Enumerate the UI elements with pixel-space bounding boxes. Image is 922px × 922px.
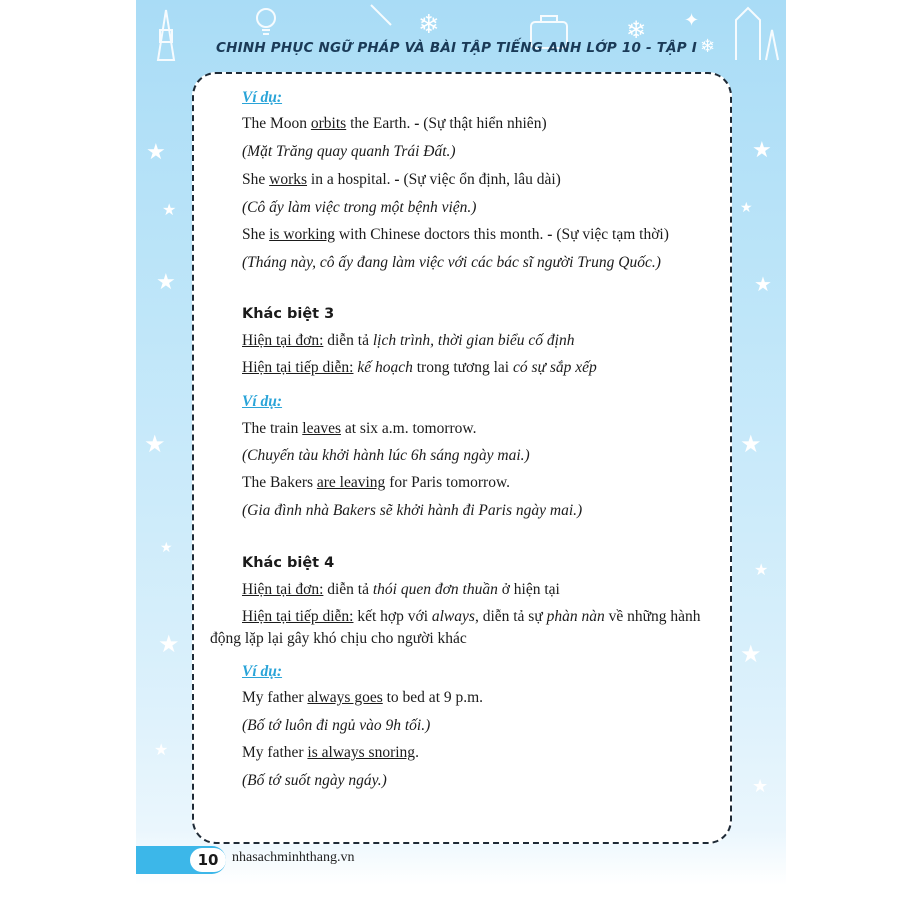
- star-icon: ★: [146, 140, 166, 165]
- star-icon: ★: [144, 430, 166, 458]
- page-number: 10: [190, 848, 226, 872]
- example-translation: (Bố tớ luôn đi ngủ vào 9h tối.): [242, 717, 431, 734]
- example-sentence: She is working with Chinese doctors this month. - (Sự việc tạm thời): [242, 226, 669, 243]
- example-label: Ví dụ:: [242, 663, 283, 680]
- snowflake-icon: ❄: [700, 36, 716, 57]
- section-heading: Khác biệt 3: [242, 306, 335, 322]
- example-sentence: My father is always snoring.: [242, 744, 419, 761]
- rule-line: Hiện tại đơn: diễn tả lịch trình, thời gian biểu cố định: [242, 332, 575, 349]
- example-sentence: My father always goes to bed at 9 p.m.: [242, 689, 484, 706]
- butterfly-icon: ✦: [684, 10, 700, 31]
- star-icon: ★: [740, 200, 753, 216]
- star-icon: ★: [752, 776, 769, 797]
- example-translation: (Bố tớ suốt ngày ngáy.): [242, 772, 387, 789]
- example-sentence: The Moon orbits the Earth. - (Sự thật hiển nhiên): [242, 115, 547, 132]
- star-icon: ★: [754, 272, 772, 296]
- example-translation: (Gia đình nhà Bakers sẽ khởi hành đi Paris ngày mai.): [242, 502, 583, 519]
- example-sentence: The train leaves at six a.m. tomorrow.: [242, 420, 477, 437]
- star-icon: ★: [160, 540, 173, 556]
- example-translation: (Mặt Trăng quay quanh Trái Đất.): [242, 143, 456, 160]
- star-icon: ★: [156, 270, 176, 295]
- example-translation: (Tháng này, cô ấy đang làm việc với các bác sĩ người Trung Quốc.): [242, 254, 661, 271]
- section-heading: Khác biệt 4: [242, 555, 335, 571]
- example-translation: (Cô ấy làm việc trong một bệnh viện.): [242, 199, 477, 216]
- snowflake-icon: ❄: [418, 10, 440, 40]
- star-icon: ★: [740, 640, 762, 668]
- star-icon: ★: [154, 740, 169, 759]
- example-sentence: She works in a hospital. - (Sự việc ổn định, lâu dài): [242, 171, 561, 188]
- star-icon: ★: [754, 560, 769, 579]
- example-label: Ví dụ:: [242, 393, 283, 410]
- star-icon: ★: [740, 430, 762, 458]
- star-icon: ★: [162, 200, 177, 219]
- star-icon: ★: [158, 630, 180, 658]
- rule-line: Hiện tại đơn: diễn tả thói quen đơn thuần ở hiện tại: [242, 581, 560, 598]
- snowflake-icon: ❄: [626, 16, 647, 44]
- example-sentence: The Bakers are leaving for Paris tomorrow.: [242, 474, 511, 491]
- star-icon: ★: [752, 138, 772, 163]
- publisher-site: nhasachminhthang.vn: [232, 850, 355, 865]
- rule-line: Hiện tại tiếp diễn: kết hợp với always, diễn tả sự phàn nàn về những hành động lặp lại gây khó chịu cho người khác: [210, 608, 701, 647]
- rule-line: Hiện tại tiếp diễn: kế hoạch trong tương lai có sự sắp xếp: [242, 359, 597, 376]
- example-label: Ví dụ:: [242, 89, 283, 106]
- page-header-title: CHINH PHỤC NGỮ PHÁP VÀ BÀI TẬP TIẾNG ANH LỚP 10 - TẬP I: [216, 40, 697, 56]
- example-translation: (Chuyến tàu khởi hành lúc 6h sáng ngày mai.): [242, 447, 530, 464]
